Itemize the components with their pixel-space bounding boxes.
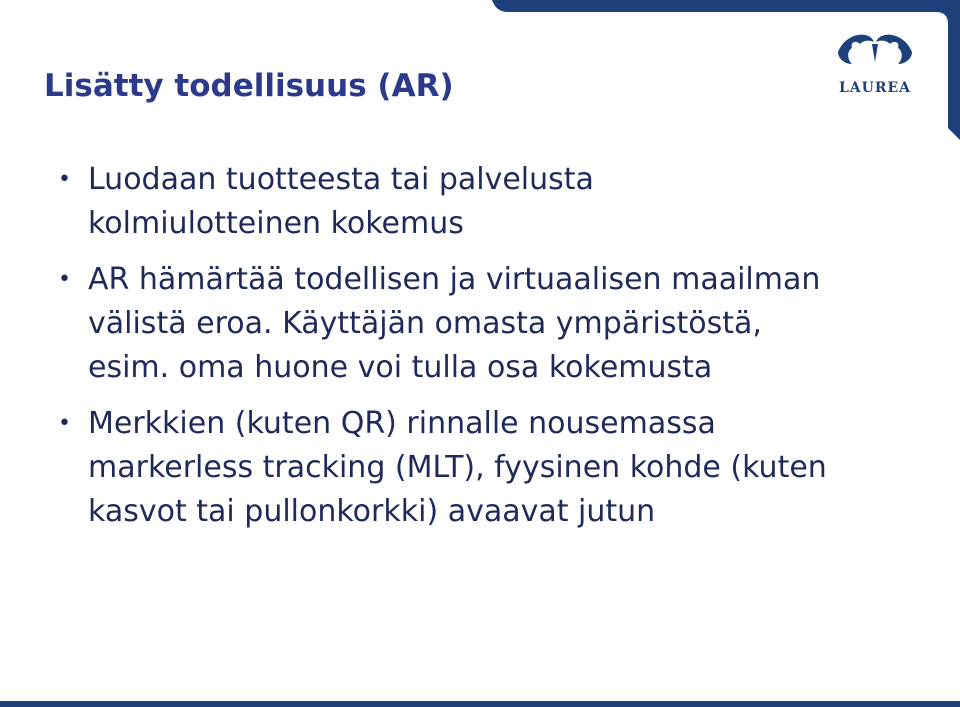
bottom-rule <box>0 701 960 707</box>
bullet-list <box>52 158 832 546</box>
laurea-emblem-icon <box>836 28 914 74</box>
bullet-text: Luodaan tuotteesta tai palvelusta kolmiulotteinen kokemus <box>88 162 594 241</box>
slide-title: Lisätty todellisuus (AR) <box>44 68 454 104</box>
bullet-text: Merkkien (kuten QR) rinnalle nousemassa markerless tracking (MLT), fyysinen kohde (kuten kasvot tai pullonkorkki) avaavat jutun <box>88 406 827 529</box>
bullet-dot-icon: • <box>58 411 71 436</box>
bullet-dot-icon: • <box>58 267 71 292</box>
bullet-text: AR hämärtää todellisen ja virtuaalisen maailman välistä eroa. Käyttäjän omasta ympäristöstä, esim. oma huone voi tulla osa kokemusta <box>88 262 821 385</box>
bullet-item <box>52 402 832 534</box>
bullet-dot-icon: • <box>58 167 71 192</box>
bullet-item <box>52 258 832 390</box>
bullet-item <box>52 158 832 246</box>
laurea-logo <box>832 28 918 102</box>
laurea-logo-text: LAUREA <box>838 80 912 96</box>
